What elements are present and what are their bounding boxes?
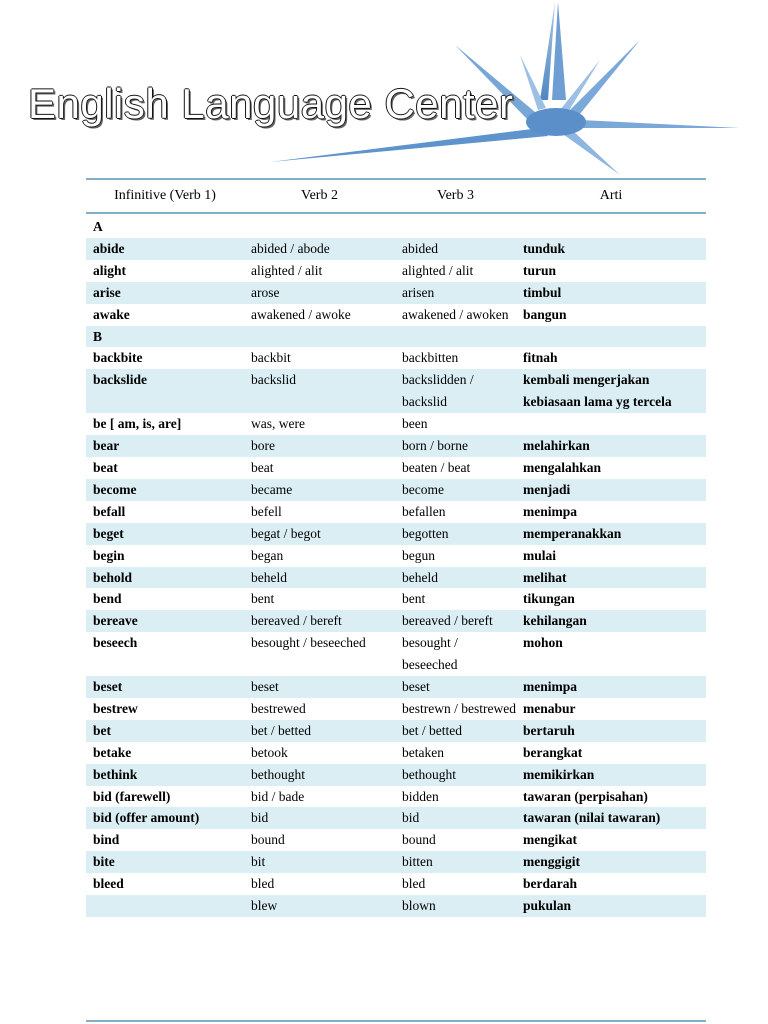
table-row (86, 786, 706, 808)
verb3-cell: bereaved / bereft (395, 610, 516, 632)
verb2-cell: bethought (244, 764, 395, 786)
table-row (86, 567, 706, 589)
verb2-cell: bestrewed (251, 700, 306, 716)
infinitive-cell: bend (93, 591, 122, 607)
verb2-cell: bore (244, 435, 395, 457)
verb2-cell: alighted / alit (251, 262, 323, 278)
column-header-verb2: Verb 2 (244, 180, 395, 213)
verb3-cell: backbitten (402, 350, 459, 366)
infinitive-cell: A (93, 219, 103, 234)
infinitive-cell: bid (offer amount) (86, 807, 244, 829)
table-row (86, 895, 706, 917)
table-row (86, 676, 706, 698)
table-row (86, 347, 706, 369)
verb2-cell: backslid (244, 369, 395, 413)
table-row (86, 413, 706, 435)
verb3-cell: betaken (402, 744, 444, 760)
verb2-cell: became (244, 479, 395, 501)
arti-cell: kembali mengerjakan kebiasaan lama yg tercela (516, 369, 706, 413)
verb2-cell: befell (251, 503, 282, 519)
infinitive-cell: beset (86, 676, 244, 698)
verb3-cell (395, 216, 516, 238)
verb2-cell: bereaved / bereft (244, 610, 395, 632)
verb3-cell: bitten (395, 851, 516, 873)
arti-cell: menimpa (523, 503, 577, 519)
arti-cell: menabur (523, 700, 576, 716)
verb3-cell: backslidden / backslid (395, 369, 516, 413)
arti-cell: bangun (523, 306, 567, 322)
arti-cell: memperanakkan (516, 523, 706, 545)
infinitive-cell: backslide (86, 369, 244, 413)
verb2-cell: bid / bade (251, 788, 305, 804)
arti-cell: tikungan (523, 591, 575, 607)
verb3-cell: bidden (402, 788, 439, 804)
table-row (86, 742, 706, 764)
verb2-cell: beat (251, 459, 274, 475)
infinitive-cell: betake (93, 744, 132, 760)
arti-cell: tunduk (516, 238, 706, 260)
verb3-cell: begun (402, 547, 435, 563)
table-row (86, 369, 706, 413)
verb3-cell (395, 326, 516, 348)
arti-cell: pukulan (516, 895, 706, 917)
arti-cell: melihat (516, 567, 706, 589)
verb3-cell: bethought (395, 764, 516, 786)
verb2-cell: began (251, 547, 284, 563)
page-bottom-border (86, 1020, 706, 1022)
infinitive-cell: B (86, 326, 244, 348)
table-row (86, 588, 706, 610)
arti-cell: fitnah (523, 350, 558, 366)
arti-cell: menggigit (516, 851, 706, 873)
infinitive-cell: bind (93, 832, 120, 848)
verb3-cell: bled (402, 876, 426, 892)
table-header-row (86, 180, 706, 213)
table-row (86, 698, 706, 720)
verb2-cell: blew (244, 895, 395, 917)
infinitive-cell: bear (86, 435, 244, 457)
table-row (86, 632, 706, 676)
infinitive-cell: bleed (93, 876, 124, 892)
verb2-cell: arose (244, 282, 395, 304)
arti-cell: mohon (523, 635, 563, 651)
table-row (86, 501, 706, 523)
infinitive-cell: befall (93, 503, 126, 519)
arti-cell: berangkat (523, 744, 583, 760)
arti-cell: mengalahkan (523, 459, 602, 475)
verb3-cell: bound (402, 832, 436, 848)
section-letter-row (86, 326, 706, 348)
verb2-cell: beset (244, 676, 395, 698)
verb2-cell: besought / beseeched (251, 635, 366, 651)
infinitive-cell: backbite (93, 350, 143, 366)
arti-cell: kehilangan (516, 610, 706, 632)
verb3-cell: awakened / awoken (402, 306, 509, 322)
verb2-cell: bit (244, 851, 395, 873)
table-row (86, 479, 706, 501)
arti-cell (516, 216, 706, 238)
arti-cell: menimpa (516, 676, 706, 698)
verb3-cell: beset (395, 676, 516, 698)
section-letter-row (86, 216, 706, 238)
verb3-cell: bestrewn / bestrewed (402, 700, 516, 716)
arti-cell: turun (523, 262, 557, 278)
column-header-arti: Arti (516, 180, 706, 213)
verb2-cell: beheld (244, 567, 395, 589)
table-row (86, 435, 706, 457)
infinitive-cell: be [ am, is, are] (93, 416, 182, 432)
infinitive-cell: bite (86, 851, 244, 873)
table-row (86, 807, 706, 829)
table-row (86, 238, 706, 260)
arti-cell (516, 326, 706, 348)
verb2-cell: awakened / awoke (251, 306, 351, 322)
arti-cell (516, 413, 706, 435)
infinitive-cell: alight (93, 262, 127, 278)
verb3-cell: beaten / beat (402, 459, 471, 475)
infinitive-cell: begin (93, 547, 125, 563)
column-header-verb1: Infinitive (Verb 1) (86, 180, 244, 213)
verb2-cell: was, were (251, 416, 305, 432)
table-row (86, 545, 706, 567)
verb-table-container (86, 178, 706, 917)
table-row (86, 260, 706, 282)
infinitive-cell: beat (93, 459, 118, 475)
infinitive-cell: behold (86, 567, 244, 589)
infinitive-cell: bet (86, 720, 244, 742)
infinitive-cell: bethink (86, 764, 244, 786)
verb2-cell (244, 326, 395, 348)
verb3-cell: blown (395, 895, 516, 917)
logo (0, 0, 768, 175)
verb2-cell: backbit (251, 350, 291, 366)
verb3-cell: bet / betted (395, 720, 516, 742)
arti-cell: memikirkan (516, 764, 706, 786)
infinitive-cell: bestrew (93, 700, 138, 716)
verb3-cell: been (402, 416, 428, 432)
verb2-cell: abided / abode (244, 238, 395, 260)
arti-cell: mulai (523, 547, 557, 563)
arti-cell: tawaran (perpisahan) (523, 788, 648, 804)
table-row (86, 304, 706, 326)
table-row (86, 720, 706, 742)
arti-cell: mengikat (523, 832, 577, 848)
verb2-cell (244, 216, 395, 238)
verb3-cell: begotten (395, 523, 516, 545)
infinitive-cell: beget (86, 523, 244, 545)
infinitive-cell: become (86, 479, 244, 501)
table-row (86, 829, 706, 851)
verb3-cell: besought / beseeched (402, 635, 458, 673)
logo-text: English Language Center (28, 80, 514, 127)
infinitive-cell: beseech (93, 635, 138, 651)
verb3-cell: become (395, 479, 516, 501)
arti-cell: tawaran (nilai tawaran) (516, 807, 706, 829)
verb2-cell: begat / begot (244, 523, 395, 545)
table-row (86, 523, 706, 545)
verb2-cell: bid (244, 807, 395, 829)
arti-cell: bertaruh (516, 720, 706, 742)
verb3-cell: abided (395, 238, 516, 260)
verb3-cell: arisen (395, 282, 516, 304)
infinitive-cell: awake (93, 306, 130, 322)
verb2-cell: bent (251, 591, 275, 607)
infinitive-cell: abide (86, 238, 244, 260)
arti-cell: timbul (516, 282, 706, 304)
verb3-cell: born / borne (395, 435, 516, 457)
infinitive-cell: bereave (86, 610, 244, 632)
verb2-cell: bound (251, 832, 285, 848)
infinitive-cell: bid (farewell) (93, 788, 171, 804)
verb3-cell: bent (402, 591, 426, 607)
table-row (86, 610, 706, 632)
table-row (86, 457, 706, 479)
table-row (86, 873, 706, 895)
verb3-cell: beheld (395, 567, 516, 589)
table-row (86, 282, 706, 304)
table-row (86, 851, 706, 873)
arti-cell: berdarah (523, 876, 577, 892)
verb2-cell: betook (251, 744, 288, 760)
column-header-verb3: Verb 3 (395, 180, 516, 213)
verb2-cell: bled (251, 876, 275, 892)
arti-cell: menjadi (516, 479, 706, 501)
irregular-verbs-table (86, 180, 706, 917)
verb3-cell: bid (395, 807, 516, 829)
verb3-cell: alighted / alit (402, 262, 474, 278)
infinitive-cell: arise (86, 282, 244, 304)
verb3-cell: befallen (402, 503, 446, 519)
infinitive-cell (86, 895, 244, 917)
table-row (86, 764, 706, 786)
table-body (86, 213, 706, 917)
verb2-cell: bet / betted (244, 720, 395, 742)
arti-cell: melahirkan (516, 435, 706, 457)
